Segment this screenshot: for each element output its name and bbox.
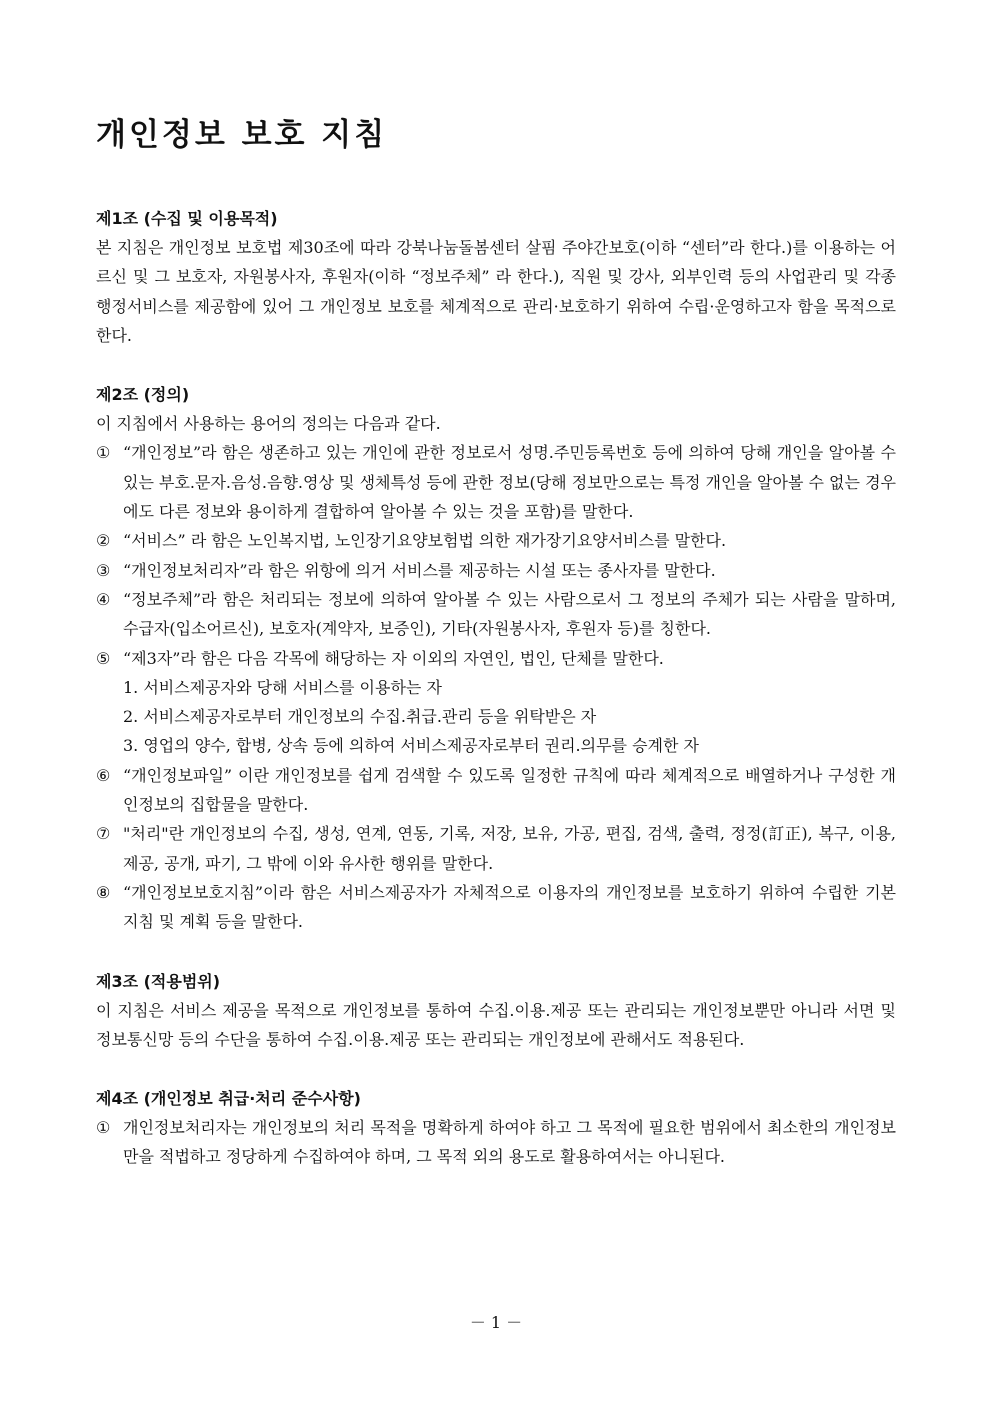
item-number: ② [96, 531, 111, 551]
item-text: “개인정보보호지침”이라 함은 서비스제공자가 자체적으로 이용자의 개인정보를 보호하기 위하여 수립한 기본지침 및 계획 등을 말한다. [123, 882, 896, 932]
article-2-item-1 [96, 438, 896, 526]
article-2-subitem-3: 3. 영업의 양수, 합병, 상속 등에 의하여 서비스제공자로부터 권리.의무를 승계한 자 [123, 736, 699, 756]
article-2-item-8 [96, 878, 896, 937]
article-4-item-1 [96, 1113, 896, 1172]
item-text: “개인정보파일” 이란 개인정보를 쉽게 검색할 수 있도록 일정한 규칙에 따라 체계적으로 배열하거나 구성한 개인정보의 집합물을 말한다. [123, 765, 896, 815]
item-text: “개인정보”라 함은 생존하고 있는 개인에 관한 정보로서 성명.주민등록번호 등에 의하여 당해 개인을 알아볼 수 있는 부호.문자.음성.음향.영상 및 생체특성 등에 관한 정보(당해 정보만으로는 특정 개인을 알아볼 수 없는 경우에도 다른 정보와 용이하게 결합하여 알아볼 수 있는 것을 포함)를 말한다. [123, 443, 896, 522]
article-3-heading: 제3조 (적용범위) [96, 971, 221, 991]
article-2-subitem-1: 1. 서비스제공자와 당해 서비스를 이용하는 자 [123, 677, 442, 697]
article-2-item-2 [96, 526, 896, 555]
article-3 [96, 967, 896, 1055]
item-text: “서비스” 라 함은 노인복지법, 노인장기요양보험법 의한 재가장기요양서비스를 말한다. [123, 531, 727, 551]
item-text: “개인정보처리자”라 함은 위항에 의거 서비스를 제공하는 시설 또는 종사자를 말한다. [123, 560, 716, 580]
item-text: “제3자”라 함은 다음 각목에 해당하는 자 이외의 자연인, 법인, 단체를 말한다. [123, 648, 664, 668]
article-2-item-7 [96, 819, 896, 878]
item-number: ① [96, 1118, 111, 1138]
article-4-heading: 제4조 (개인정보 취급·처리 준수사항) [96, 1089, 361, 1109]
article-3-body: 이 지침은 서비스 제공을 목적으로 개인정보를 통하여 수집.이용.제공 또는 관리되는 개인정보뿐만 아니라 서면 및 정보통신망 등의 수단을 통하여 수집.이용.제공 또는 관리되는 개인정보에 관해서도 적용된다. [96, 1000, 896, 1049]
article-1-body: 본 지침은 개인정보 보호법 제30조에 따라 강북나눔돌봄센터 살핌 주야간보호(이하 “센터”라 한다.)를 이용하는 어르신 및 그 보호자, 자원봉사자, 후원자(이하 “정보주체” 라 한다.), 직원 및 강사, 외부인력 등의 사업관리 및 각종 행정서비스를 제공함에 있어 그 개인정보 보호를 체계적으로 관리·보호하기 위하여 수립·운영하고자 함을 목적으로 한다. [96, 238, 896, 345]
article-2-heading: 제2조 (정의) [96, 385, 190, 405]
item-number: ⑤ [96, 648, 111, 668]
item-number: ⑧ [96, 882, 111, 902]
article-2-item-4 [96, 585, 896, 644]
article-2 [96, 380, 896, 936]
article-2-item-5 [96, 644, 896, 673]
item-text: 개인정보처리자는 개인정보의 처리 목적을 명확하게 하여야 하고 그 목적에 필요한 범위에서 최소한의 개인정보만을 적법하고 정당하게 수집하여야 하며, 그 목적 외의 용도로 활용하여서는 아니된다. [123, 1118, 896, 1167]
item-text: “정보주체”라 함은 처리되는 정보에 의하여 알아볼 수 있는 사람으로서 그 정보의 주체가 되는 사람을 말하며, 수급자(입소어르신), 보호자(계약자, 보증인), 기타(자원봉사자, 후원자 등)를 칭한다. [123, 589, 896, 639]
item-number: ① [96, 443, 111, 463]
item-number: ④ [96, 589, 111, 609]
item-number: ③ [96, 560, 111, 580]
article-2-item-3 [96, 556, 896, 585]
item-number: ⑥ [96, 765, 111, 785]
article-4 [96, 1084, 896, 1172]
document-title: 개인정보 보호 지침 [96, 117, 388, 153]
item-number: ⑦ [96, 824, 111, 844]
article-2-intro: 이 지침에서 사용하는 용어의 정의는 다음과 같다. [96, 414, 441, 434]
article-2-item-6 [96, 761, 896, 820]
article-2-subitem-2: 2. 서비스제공자로부터 개인정보의 수집.취급.관리 등을 위탁받은 자 [123, 707, 597, 727]
document-page [96, 112, 896, 1202]
item-text: "처리"란 개인정보의 수집, 생성, 연계, 연동, 기록, 저장, 보유, 가공, 편집, 검색, 출력, 정정(訂正), 복구, 이용, 제공, 공개, 파기, 그 밖에 이와 유사한 행위를 말한다. [123, 824, 896, 873]
page-number: － 1 － [469, 1313, 523, 1332]
article-1 [96, 204, 896, 350]
article-1-heading: 제1조 (수집 및 이용목적) [96, 209, 278, 228]
